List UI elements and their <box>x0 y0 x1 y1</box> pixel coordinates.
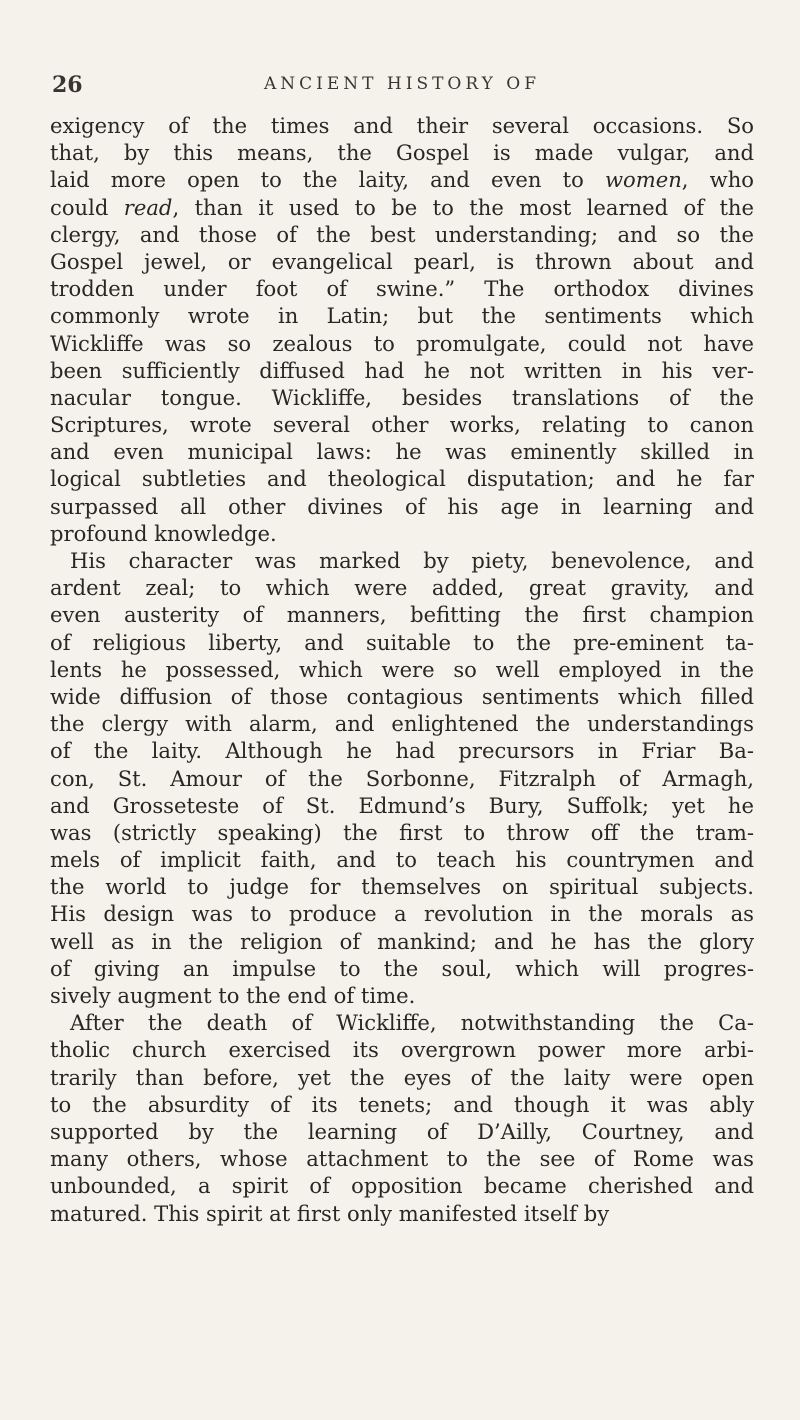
text-line <box>50 928 754 955</box>
text-segment: the clergy with alarm, and enlightened the understandings <box>50 711 754 737</box>
text-segment: profound knowledge. <box>50 520 277 546</box>
text-line <box>50 1145 754 1172</box>
text-segment: nacular tongue. Wickliffe, besides translations of the <box>50 384 754 410</box>
text-line <box>50 1172 754 1199</box>
text-segment: trarily than before, yet the eyes of the laity were open <box>50 1064 754 1090</box>
text-line <box>50 737 754 764</box>
text-line <box>50 1064 754 1091</box>
text-segment: laid more open to the laity, and even to <box>50 167 605 193</box>
text-line <box>50 1091 754 1118</box>
text-segment: of religious liberty, and suitable to the pre-eminent ta- <box>50 629 754 655</box>
text-segment: and even municipal laws: he was eminently skilled in <box>50 439 754 465</box>
text-segment: logical subtleties and theological disputation; and he far <box>50 466 754 492</box>
text-line <box>50 982 754 1009</box>
page-header <box>52 72 752 102</box>
text-line <box>50 112 754 139</box>
text-segment: and Grosseteste of St. Edmund’s Bury, Suffolk; yet he <box>50 792 754 818</box>
text-segment: tholic church exercised its overgrown power more arbi- <box>50 1037 754 1063</box>
text-segment: of giving an impulse to the soul, which will progres- <box>50 955 754 981</box>
text-segment: matured. This spirit at first only manifested itself by <box>50 1200 610 1226</box>
text-segment: well as in the religion of mankind; and he has the glory <box>50 928 754 954</box>
body-text <box>50 112 754 1227</box>
text-segment: con, St. Amour of the Sorbonne, Fitzralph of Armagh, <box>50 765 754 791</box>
text-segment: , who <box>681 167 754 193</box>
text-line <box>50 493 754 520</box>
italic-word: read <box>123 194 173 220</box>
text-segment: the world to judge for themselves on spiritual subjects. <box>50 874 754 900</box>
text-segment: mels of implicit faith, and to teach his countrymen and <box>50 847 754 873</box>
text-line <box>50 411 754 438</box>
text-line <box>50 438 754 465</box>
text-segment: been sufficiently diffused had he not written in his ver- <box>50 357 754 383</box>
text-segment: , than it used to be to the most learned of the <box>172 194 754 220</box>
text-segment: trodden under foot of swine.” The orthodox divines <box>50 276 754 302</box>
italic-word: women <box>604 167 682 193</box>
text-segment: Gospel jewel, or evangelical pearl, is thrown about and <box>50 248 754 274</box>
running-head: ANCIENT HISTORY OF <box>264 74 540 94</box>
text-segment: Scriptures, wrote several other works, relating to canon <box>50 412 754 438</box>
text-segment: sively augment to the end of time. <box>50 983 416 1008</box>
text-line <box>50 683 754 710</box>
text-segment: exigency of the times and their several occasions. So <box>50 113 754 138</box>
text-segment: lents he possessed, which were so well employed in the <box>50 656 754 682</box>
text-segment: could <box>50 194 124 220</box>
text-segment: that, by this means, the Gospel is made vulgar, and <box>50 140 754 166</box>
text-line <box>50 465 754 492</box>
text-segment: wide diffusion of those contagious sentiments which filled <box>50 683 754 709</box>
text-line <box>50 819 754 846</box>
text-segment: of the laity. Although he had precursors in Friar Ba- <box>50 738 754 764</box>
text-segment: After the death of Wickliffe, notwithstanding the Ca- <box>70 1010 754 1036</box>
text-segment: ardent zeal; to which were added, great gravity, and <box>50 575 754 601</box>
text-segment: His design was to produce a revolution in the morals as <box>50 901 754 927</box>
text-line <box>50 656 754 683</box>
text-line <box>50 846 754 873</box>
text-line <box>50 139 754 166</box>
text-segment: to the absurdity of its tenets; and though it was ably <box>50 1091 754 1117</box>
text-line <box>50 166 754 193</box>
text-segment: surpassed all other divines of his age in learning and <box>50 493 754 519</box>
text-line <box>50 1036 754 1063</box>
text-line <box>50 194 754 221</box>
text-line <box>50 357 754 384</box>
text-line <box>50 275 754 302</box>
text-line <box>50 384 754 411</box>
page-number: 26 <box>52 72 83 98</box>
text-line <box>50 302 754 329</box>
text-line <box>50 873 754 900</box>
text-line <box>50 792 754 819</box>
text-line <box>50 710 754 737</box>
text-line <box>50 248 754 275</box>
text-line <box>50 601 754 628</box>
text-line <box>50 330 754 357</box>
text-line <box>50 547 754 574</box>
text-line <box>50 574 754 601</box>
text-line <box>50 221 754 248</box>
text-segment: His character was marked by piety, benevolence, and <box>70 548 754 573</box>
text-line <box>50 765 754 792</box>
text-line <box>50 1009 754 1036</box>
text-line <box>50 1118 754 1145</box>
text-segment: Wickliffe was so zealous to promulgate, could not have <box>50 330 754 356</box>
text-segment: commonly wrote in Latin; but the sentiments which <box>50 303 754 329</box>
text-segment: clergy, and those of the best understanding; and so the <box>50 221 754 247</box>
text-segment: even austerity of manners, befitting the first champion <box>50 602 754 628</box>
text-segment: unbounded, a spirit of opposition became cherished and <box>50 1173 754 1199</box>
text-line <box>50 1200 754 1227</box>
text-line <box>50 900 754 927</box>
text-line <box>50 955 754 982</box>
text-segment: supported by the learning of D’Ailly, Courtney, and <box>50 1118 754 1144</box>
text-segment: was (strictly speaking) the first to throw off the tram- <box>50 819 754 845</box>
text-segment: many others, whose attachment to the see of Rome was <box>50 1146 754 1172</box>
text-line <box>50 520 754 547</box>
text-line <box>50 629 754 656</box>
